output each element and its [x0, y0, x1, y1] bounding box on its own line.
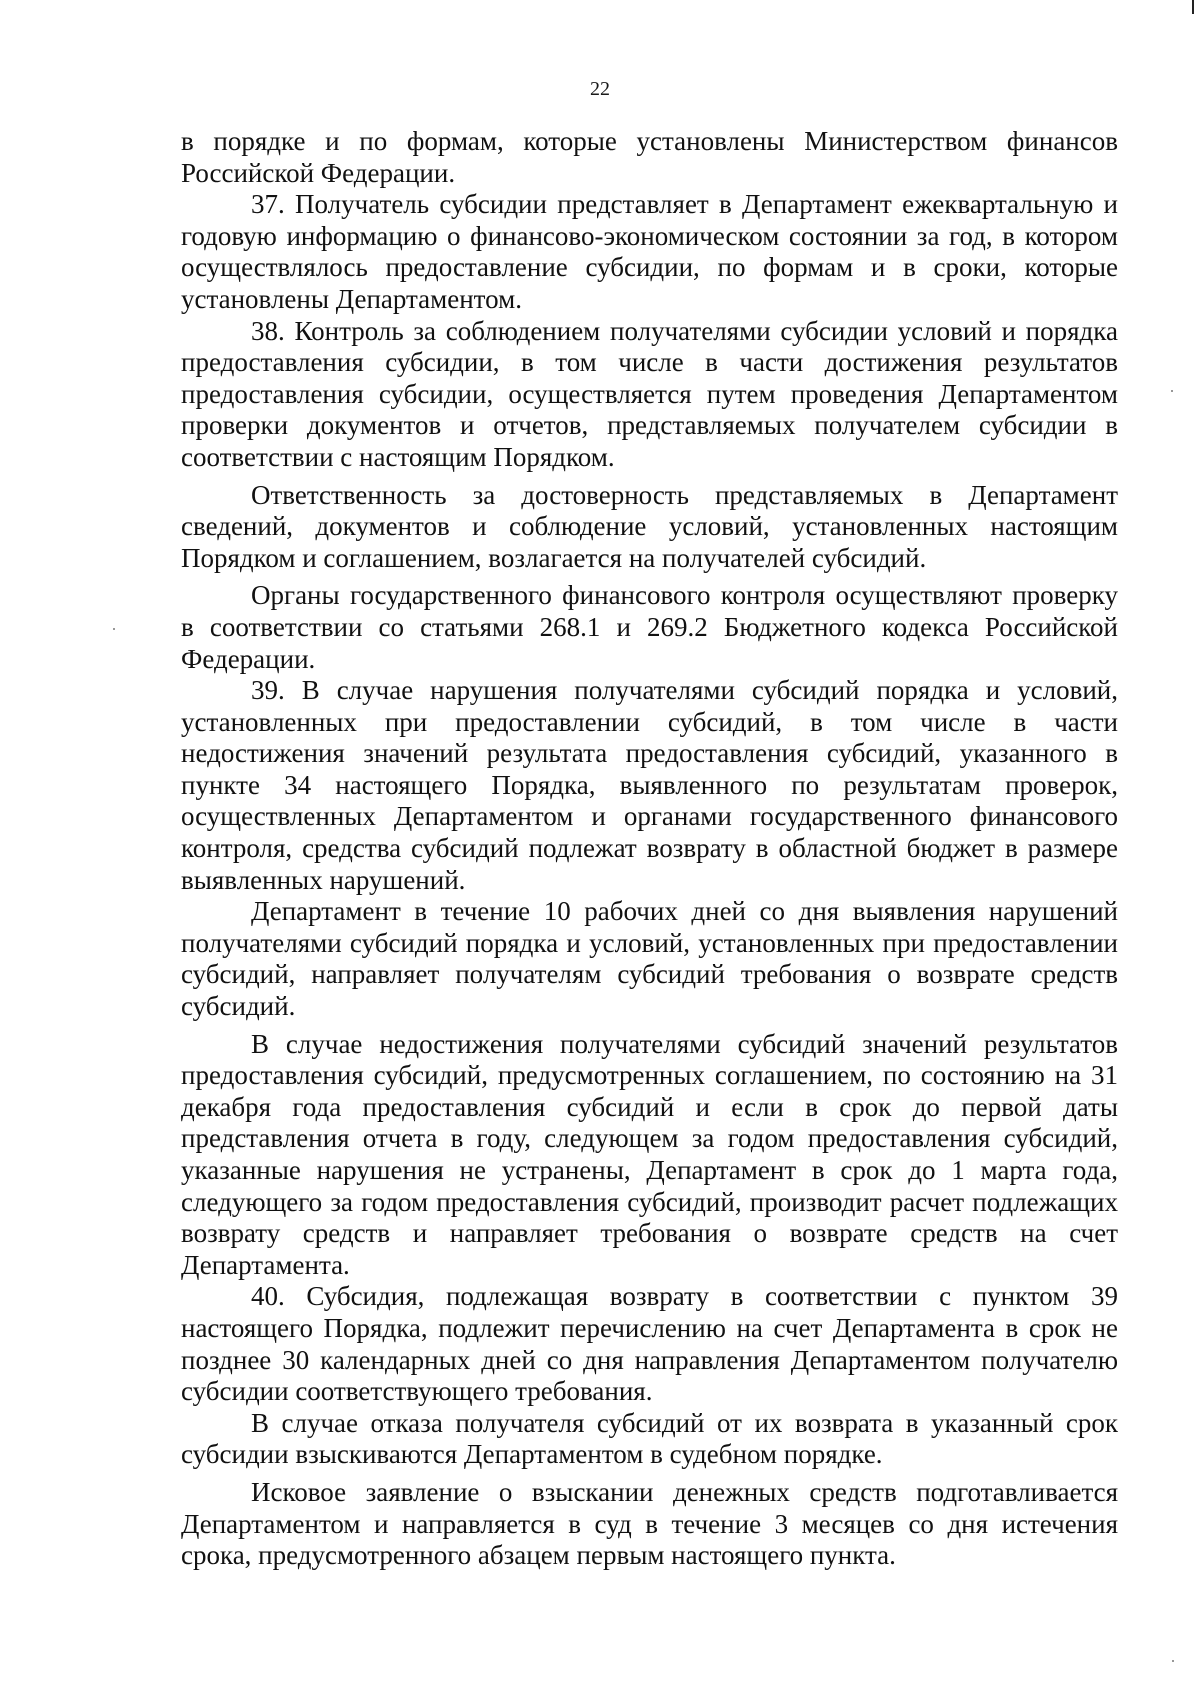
page-number: 22	[590, 78, 610, 100]
scan-edge-mark	[1192, 0, 1194, 14]
paragraph: 37. Получатель субсидии представляет в Департамент ежеквартальную и годовую информацию о финансово-экономическом состоянии за год, в котором осуществлялось предоставление субсидии, по формам и в сроки, которые установлены Департаментом.	[181, 189, 1118, 314]
scan-speck	[1172, 1660, 1174, 1662]
document-body	[181, 126, 1118, 1572]
paragraph: 38. Контроль за соблюдением получателями субсидии условий и порядка предоставления субсидии, в том числе в части достижения результатов предоставления субсидии, осуществляется путем проведения Департаментом проверки документов и отчетов, представляемых получателем субсидии в соответствии с настоящим Порядком.	[181, 315, 1118, 472]
paragraph: В случае недостижения получателями субсидий значений результатов предоставления субсидий, предусмотренных соглашением, по состоянию на 31 декабря года предоставления субсидий и если в срок до первой даты представления отчета в году, следующем за годом предоставления субсидий, указанные нарушения не устранены, Департамент в срок до 1 марта года, следующего за годом предоставления субсидий, производит расчет подлежащих возврату средств и направляет требования о возврате средств на счет Департамента.	[181, 1028, 1118, 1280]
paragraph: 40. Субсидия, подлежащая возврату в соответствии с пунктом 39 настоящего Порядка, подлежит перечислению на счет Департамента в срок не позднее 30 календарных дней со дня направления Департаментом получателю субсидии соответствующего требования.	[181, 1281, 1118, 1407]
paragraph: в порядке и по формам, которые установлены Министерством финансов Российской Федерации.	[181, 126, 1118, 188]
scan-speck	[113, 628, 115, 630]
scan-speck	[1171, 390, 1173, 392]
paragraph: Органы государственного финансового контроля осуществляют проверку в соответствии со статьями 268.1 и 269.2 Бюджетного кодекса Российской Федерации.	[181, 580, 1118, 674]
paragraph: Департамент в течение 10 рабочих дней со дня выявления нарушений получателями субсидий порядка и условий, установленных при предоставлении субсидий, направляет получателям субсидий требования о возврате средств субсидий.	[181, 896, 1118, 1022]
paragraph: Ответственность за достоверность представляемых в Департамент сведений, документов и соблюдение условий, установленных настоящим Порядком и соглашением, возлагается на получателей субсидий.	[181, 479, 1118, 573]
paragraph: В случае отказа получателя субсидий от их возврата в указанный срок субсидии взыскиваются Департаментом в судебном порядке.	[181, 1407, 1118, 1470]
paragraph: 39. В случае нарушения получателями субсидий порядка и условий, установленных при предоставлении субсидий, в том числе в части недостижения значений результата предоставления субсидий, указанного в пункте 34 настоящего Порядка, выявленного по результатам проверок, осуществленных Департаментом и органами государственного финансового контроля, средства субсидий подлежат возврату в областной бюджет в размере выявленных нарушений.	[181, 675, 1118, 895]
paragraph: Исковое заявление о взыскании денежных средств подготавливается Департаментом и направляется в суд в течение 3 месяцев со дня истечения срока, предусмотренного абзацем первым настоящего пункта.	[181, 1476, 1118, 1571]
